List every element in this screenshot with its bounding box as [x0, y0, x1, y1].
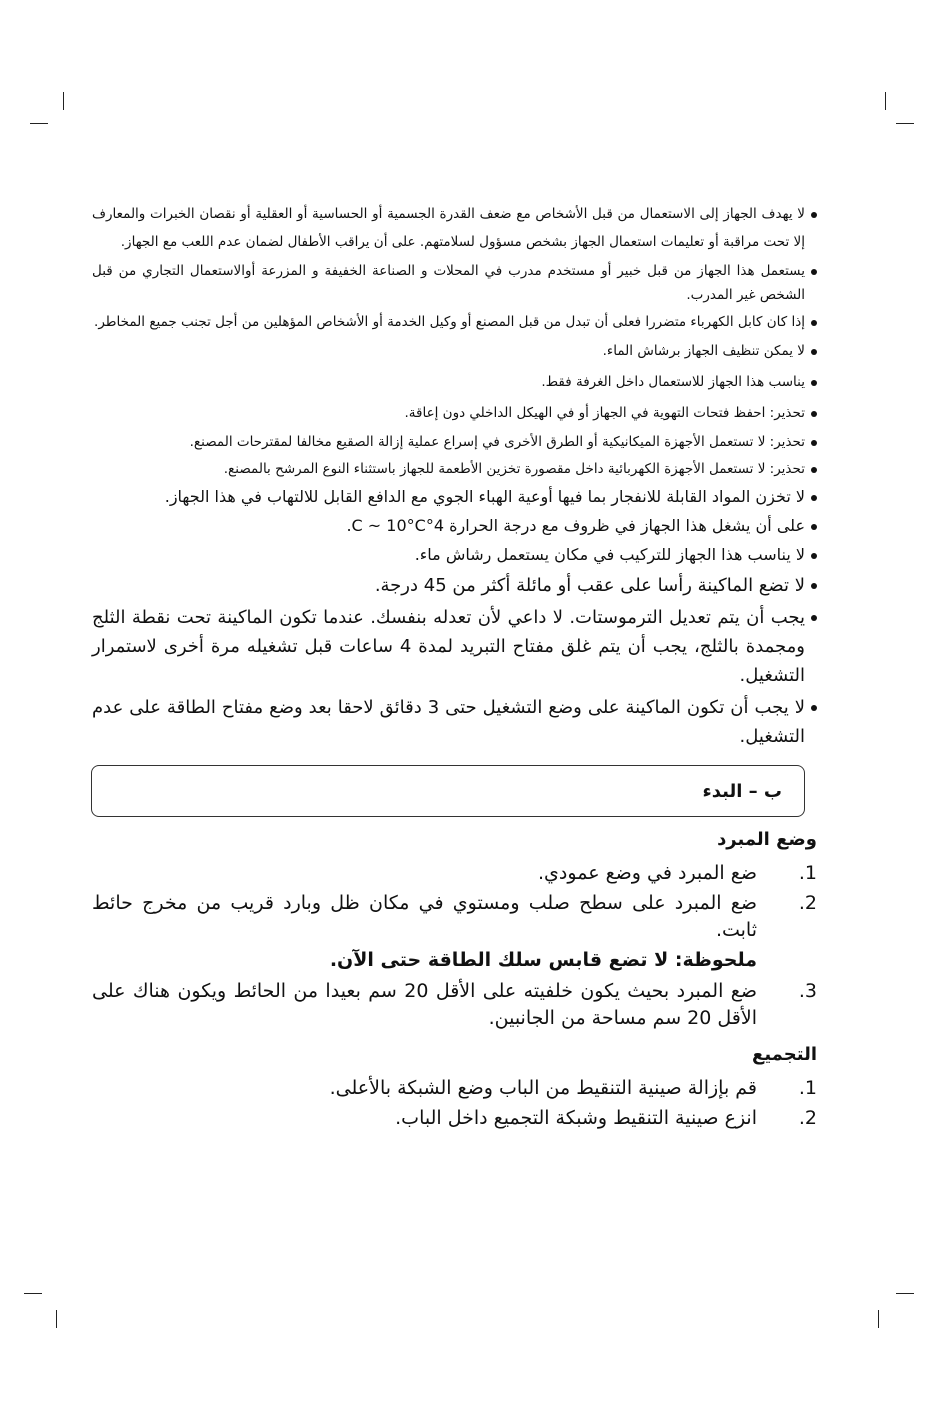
safety-item: لا تضع الماكينة رأسا على عقب أو مائلة أكثر من 45 درجة. [92, 571, 817, 600]
placement-step [92, 860, 817, 887]
assembly-steps [92, 1075, 817, 1132]
safety-item: تحذير: لا تستعمل الأجهزة الكهربائية داخل مقصورة تخزين الأطعمة للجهاز باستثناء النوع المرشح بالمصنع. [92, 457, 817, 481]
safety-item: لا يجب أن تكون الماكينة على وضع التشغيل حتى 3 دقائق لاحقا بعد وضع مفتاح الطاقة على عدم التشغيل. [92, 693, 817, 751]
step-number: 3. [798, 980, 817, 1002]
safety-item: يجب أن يتم تعديل الترموستات. لا داعي لأن تعدله بنفسك. عندما تكون الماكينة تحت نقطة الثلج ومجمدة بالثلج، يجب أن يتم غلق مفتاح التبريد لمدة 4 ساعات قبل تشغيله مرة أخرى لاستمرار التشغيل. [92, 603, 817, 690]
step-text: قم بإزالة صينية التنقيط من الباب وضع الشبكة بالأعلى. [329, 1077, 757, 1099]
crop-mark-top-right-v [885, 92, 886, 110]
crop-mark-top-left-v [63, 92, 64, 110]
safety-item: تحذير: لا تستعمل الأجهزة الميكانيكية أو الطرق الأخرى في إسراع عملية إزالة الصقيع مخالفا لمقترحات المصنع. [92, 430, 817, 454]
safety-item: يناسب هذا الجهاز للاستعمال داخل الغرفة فقط. [92, 368, 817, 396]
manual-page [92, 200, 817, 1135]
step-text: انزع صينية التنقيط وشبكة التجميع داخل الباب. [395, 1107, 757, 1129]
placement-heading: وضع المبرد [717, 829, 817, 850]
section-title: ب – البدء [702, 780, 782, 802]
step-text: ضع المبرد بحيث يكون خلفيته على الأقل 20 سم بعيدا من الحائط ويكون هناك على الأقل 20 سم مساحة من الجانبين. [92, 980, 757, 1029]
step-text: ضع المبرد في وضع عمودي. [538, 862, 757, 884]
assembly-step [92, 1075, 817, 1102]
crop-mark-bottom-right-h [896, 1293, 914, 1294]
safety-item: لا تخزن المواد القابلة للانفجار بما فيها أوعية الهباء الجوي مع الدافع القابل للالتهاب في هذا الجهاز. [92, 484, 817, 510]
crop-mark-bottom-right-v [878, 1310, 879, 1328]
crop-mark-bottom-left-h [24, 1293, 42, 1294]
placement-steps-continued [92, 978, 817, 1032]
safety-item: لا يهدف الجهاز إلى الاستعمال من قبل الأشخاص مع ضعف القدرة الجسمية أو الحساسية أو العقلية أو نقصان الخبرات والمعارف إلا تحت مراقبة أو تعليمات استعمال الجهاز بشخص مسؤول لسلامتهم. على أن يراقب الأطفال لضمان عدم اللعب مع الجهاز. [92, 200, 817, 256]
placement-note: ملحوظة: لا تضع قابس سلك الطاقة حتى الآن. [329, 949, 757, 971]
safety-item: إذا كان كابل الكهرباء متضررا فعلى أن تبدل من قبل المصنع أو وكيل الخدمة أو الأشخاص المؤهلين من أجل تجنب جميع المخاطر. [92, 310, 817, 334]
safety-item: لا يمكن تنظيف الجهاز برشاش الماء. [92, 337, 817, 365]
safety-item: تحذير: احفظ فتحات التهوية في الجهاز أو في الهيكل الداخلي دون إعاقة. [92, 399, 817, 427]
step-number: 2. [798, 1107, 817, 1129]
crop-mark-bottom-left-v [56, 1310, 57, 1328]
step-text: ضع المبرد على سطح صلب ومستوي في مكان ظل وبارد قريب من مخرج حائط ثابت. [92, 892, 757, 941]
step-number: 2. [798, 892, 817, 914]
section-header-box [91, 765, 805, 817]
placement-steps [92, 860, 817, 944]
crop-mark-top-right-h [896, 123, 914, 124]
safety-instructions-list [92, 200, 817, 751]
placement-step [92, 978, 817, 1032]
safety-item: على أن يشغل هذا الجهاز في ظروف مع درجة الحرارة 4°C ~ 10°C. [92, 513, 817, 539]
step-number: 1. [798, 862, 817, 884]
assembly-step [92, 1105, 817, 1132]
placement-step [92, 890, 817, 944]
safety-item: لا يناسب هذا الجهاز للتركيب في مكان يستعمل رشاش ماء. [92, 542, 817, 568]
step-number: 1. [798, 1077, 817, 1099]
crop-mark-top-left-h [30, 123, 48, 124]
safety-item: يستعمل هذا الجهاز من قبل خبير أو مستخدم مدرب في المحلات و الصناعة الخفيفة و المزرعة أوالاستعمال التجاري من قبل الشخص غير المدرب. [92, 259, 817, 307]
assembly-heading: التجميع [752, 1044, 817, 1065]
